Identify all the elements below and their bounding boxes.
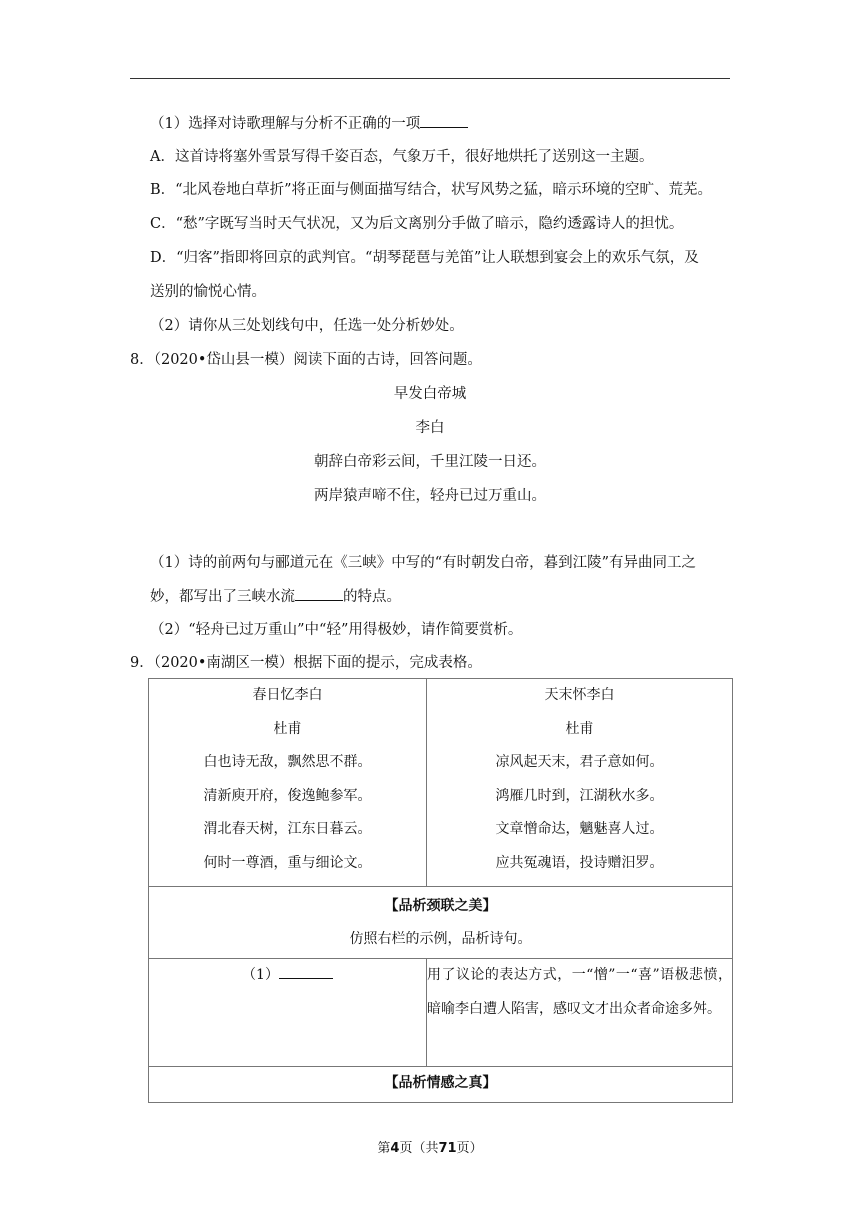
q8-poem-author: 李白	[415, 420, 445, 436]
q8-subquestion-2: （2）“轻舟已过万重山”中“轻”用得极妙，请作简要赏析。	[150, 622, 523, 638]
q8-sub1-text-a: 妙，都写出了三峡水流	[150, 589, 295, 605]
right-poem-line: 凉风起天末，君子意如何。	[495, 754, 664, 770]
header-rule	[130, 78, 730, 79]
q8-poem-line-2: 两岸猿声啼不住，轻舟已过万重山。	[314, 488, 546, 504]
q8-sub1-text-b: 的特点。	[343, 589, 401, 605]
section-1-cell	[149, 887, 733, 959]
left-poem-cell	[149, 679, 427, 887]
total-pages: 71	[438, 1141, 457, 1156]
q7-option-b: B．“北风卷地白草折”将正面与侧面描写结合，状写风势之猛，暗示环境的空旷、荒芜。	[150, 182, 712, 198]
left-poem-line: 渭北春天树，江东日暮云。	[203, 821, 372, 837]
q9-header: 9．（2020•南湖区一模）根据下面的提示，完成表格。	[130, 655, 482, 671]
section-2-cell	[149, 1067, 733, 1103]
right-poem-cell	[427, 679, 733, 887]
q8-subquestion-1-line1: （1）诗的前两句与郦道元在《三峡》中写的“有时朝发白帝，暮到江陵”有异曲同工之	[150, 555, 697, 571]
footer-suffix: 页）	[456, 1141, 483, 1156]
right-poem-author: 杜甫	[565, 720, 594, 737]
answer-blank	[279, 964, 333, 979]
q7-option-d-line2: 送别的愉悦心情。	[150, 284, 266, 300]
left-poem-line: 清新庾开府，俊逸鲍参军。	[203, 787, 372, 804]
left-poem-line: 白也诗无敌，飘然思不群。	[203, 754, 372, 770]
right-poem-line: 应共冤魂语，投诗赠汨罗。	[495, 854, 664, 871]
q7-option-a: A．这首诗将塞外雪景写得千姿百态，气象万千，很好地烘托了送别这一主题。	[150, 149, 654, 165]
footer-mid: 页（共	[399, 1141, 439, 1156]
q8-poem-line-1: 朝辞白帝彩云间，千里江陵一日还。	[314, 454, 546, 470]
left-poem-title: 春日忆李白	[252, 687, 323, 703]
example-text: 用了议论的表达方式，一“憎”一“喜”语极悲愤，暗喻李白遭人陷害，感叹文才出众者命途多舛。	[427, 967, 732, 1017]
q8-subquestion-1-line2	[150, 586, 401, 607]
section-2-title: 【品析情感之真】	[384, 1075, 497, 1091]
example-cell	[427, 959, 733, 1067]
page-footer	[0, 1137, 860, 1156]
left-poem-author: 杜甫	[273, 720, 302, 737]
footer-prefix: 第	[377, 1141, 391, 1156]
q8-header: 8．（2020•岱山县一模）阅读下面的古诗，回答问题。	[130, 352, 482, 368]
q8-poem-title: 早发白帝城	[393, 386, 467, 402]
answer-cell-1	[149, 959, 427, 1067]
answer-blank	[420, 113, 468, 128]
answer-blank	[295, 586, 343, 601]
answer-label: （1）	[242, 967, 279, 983]
right-poem-line: 鸿雁几时到，江湖秋水多。	[495, 787, 664, 804]
q7-option-d-line1: D．“归客”指即将回京的武判官。“胡琴琵琶与羌笛”让人联想到宴会上的欢乐气氛，及	[150, 250, 699, 266]
q7-sub1-text: （1）选择对诗歌理解与分析不正确的一项	[150, 116, 421, 132]
section-1-title: 【品析颈联之美】	[384, 898, 497, 914]
q7-option-c: C．“愁”字既写当时天气状况，又为后文离别分手做了暗示，隐约透露诗人的担忧。	[150, 216, 684, 232]
q7-subquestion-1	[150, 113, 468, 134]
section-1-instruction: 仿照右栏的示例，品析诗句。	[349, 931, 532, 947]
page-number: 4	[390, 1141, 400, 1156]
right-poem-title: 天末怀李白	[544, 687, 615, 703]
right-poem-line: 文章憎命达，魑魅喜人过。	[495, 821, 664, 837]
q9-table	[148, 678, 733, 1103]
q7-subquestion-2: （2）请你从三处划线句中，任选一处分析妙处。	[150, 318, 464, 334]
left-poem-line: 何时一尊酒，重与细论文。	[203, 854, 372, 871]
